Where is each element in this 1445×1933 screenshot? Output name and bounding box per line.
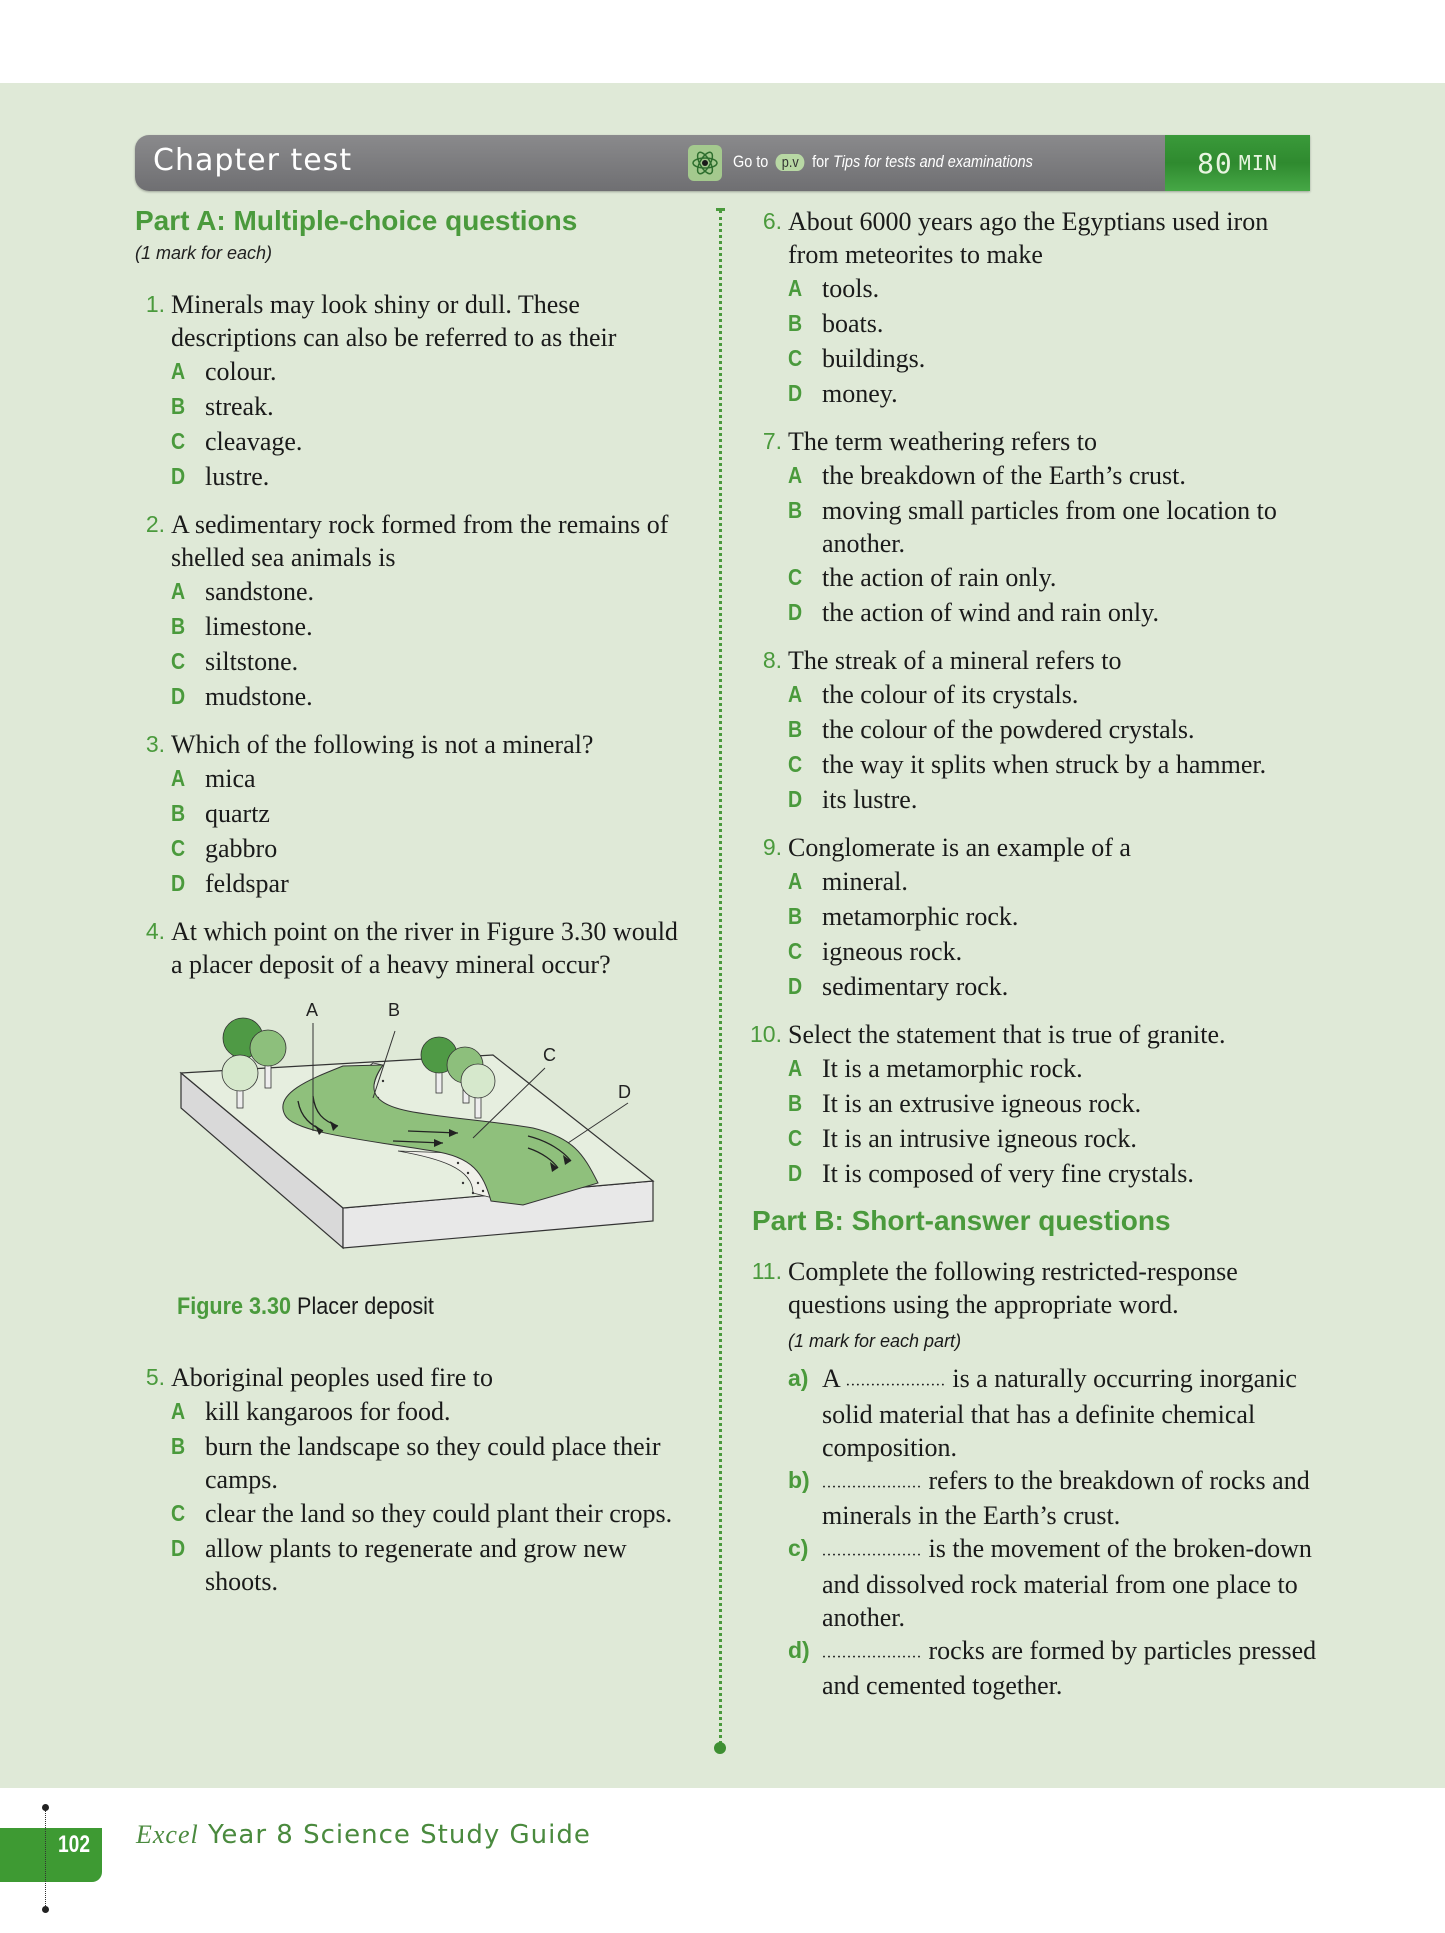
sub-question-a	[788, 1362, 1322, 1464]
option-b[interactable]	[788, 306, 1322, 341]
option-text: allow plants to regenerate and grow new shoots.	[205, 1534, 627, 1596]
right-column	[752, 205, 1322, 1716]
option-text: mineral.	[822, 867, 908, 896]
option-d[interactable]	[171, 866, 695, 901]
option-letter: B	[788, 497, 803, 523]
footer-dot	[42, 1906, 49, 1913]
question-number: 3.	[145, 731, 165, 757]
sub-question-text: refers to the breakdown of rocks and minerals in the Earth’s crust.	[822, 1465, 1310, 1531]
option-text: moving small particles from one location to another.	[822, 496, 1277, 558]
option-text: gabbro	[205, 834, 278, 863]
option-letter: D	[171, 1535, 186, 1561]
option-letter: A	[788, 868, 803, 894]
option-letter: C	[171, 428, 186, 454]
option-d[interactable]	[171, 1531, 695, 1598]
question-text: Conglomerate is an example of a	[788, 833, 1131, 862]
option-letter: C	[788, 345, 803, 371]
option-d[interactable]	[788, 1156, 1322, 1191]
option-letter: A	[171, 765, 186, 791]
option-letter: C	[788, 564, 803, 590]
option-letter: D	[171, 870, 186, 896]
option-letter: A	[171, 1398, 186, 1424]
option-c[interactable]	[788, 747, 1322, 782]
option-letter: B	[171, 1433, 186, 1459]
option-c[interactable]	[171, 424, 695, 459]
question-number: 8.	[762, 647, 782, 673]
option-text: limestone.	[205, 612, 313, 641]
option-text: the action of rain only.	[822, 563, 1057, 592]
option-text: It is an extrusive igneous rock.	[822, 1089, 1142, 1118]
timer-unit: MIN	[1238, 151, 1278, 175]
page-reference-badge[interactable]: p.v	[776, 154, 805, 171]
option-text: It is an intrusive igneous rock.	[822, 1124, 1137, 1153]
option-a[interactable]	[788, 458, 1322, 493]
option-b[interactable]	[171, 389, 695, 424]
option-letter: D	[788, 1160, 803, 1186]
figure-label-d: D	[618, 1082, 631, 1102]
question-text: About 6000 years ago the Egyptians used iron from meteorites to make	[788, 207, 1269, 269]
part-a-title: Part A: Multiple-choice questions	[135, 205, 578, 236]
option-letter: A	[788, 462, 803, 488]
question-number: 9.	[762, 834, 782, 860]
figure-caption-text: Placer deposit	[297, 1293, 434, 1320]
question-6	[752, 205, 1322, 411]
option-text: sandstone.	[205, 577, 315, 606]
answer-blank[interactable]: ....................	[822, 1644, 922, 1662]
option-text: the colour of its crystals.	[822, 680, 1079, 709]
option-b[interactable]	[788, 1086, 1322, 1121]
footer-dot	[42, 1804, 49, 1811]
option-text: the breakdown of the Earth’s crust.	[822, 461, 1186, 490]
option-c[interactable]	[788, 1121, 1322, 1156]
sub-question-letter: d)	[788, 1636, 810, 1663]
option-d[interactable]	[171, 679, 695, 714]
question-1	[135, 288, 695, 494]
option-d[interactable]	[788, 376, 1322, 411]
figure-label-c: C	[543, 1045, 556, 1065]
question-number: 1.	[145, 291, 165, 317]
part-a-marks: (1 mark for each)	[135, 243, 273, 263]
figure-caption	[177, 1293, 643, 1321]
option-text: quartz	[205, 799, 270, 828]
option-b[interactable]	[171, 609, 695, 644]
question-2	[135, 508, 695, 714]
option-text: the colour of the powdered crystals.	[822, 715, 1195, 744]
page-number: 102	[58, 1831, 91, 1858]
book-brand: Excel	[136, 1820, 199, 1849]
option-text: mica	[205, 764, 256, 793]
book-title	[136, 1820, 591, 1850]
option-c[interactable]	[171, 644, 695, 679]
option-c[interactable]	[788, 341, 1322, 376]
option-c[interactable]	[171, 1496, 695, 1531]
option-letter: A	[788, 1055, 803, 1081]
sub-question-d	[788, 1634, 1322, 1703]
question-number: 2.	[145, 511, 165, 537]
option-letter: C	[171, 1500, 186, 1526]
option-b[interactable]	[788, 899, 1322, 934]
sub-question-letter: a)	[788, 1365, 809, 1391]
question-text: At which point on the river in Figure 3.30 would a placer deposit of a heavy mineral occur?	[171, 917, 678, 979]
figure-label-a: A	[306, 1000, 319, 1020]
option-letter: D	[788, 973, 803, 999]
atom-icon	[688, 145, 722, 181]
option-letter: D	[788, 599, 803, 625]
question-4	[135, 915, 695, 981]
question-text: A sedimentary rock formed from the remains of shelled sea animals is	[171, 510, 669, 572]
option-d[interactable]	[788, 969, 1322, 1004]
sub-question-text: rocks are formed by particles pressed and cemented together.	[822, 1635, 1317, 1701]
question-text: Complete the following restricted-response questions using the appropriate word.	[788, 1257, 1238, 1319]
option-letter: B	[788, 716, 803, 742]
option-text: buildings.	[822, 344, 926, 373]
question-text: Select the statement that is true of granite.	[788, 1020, 1226, 1049]
option-a[interactable]	[788, 1051, 1322, 1086]
placer-deposit-figure	[173, 993, 673, 1293]
option-letter: A	[788, 681, 803, 707]
timer-value: 80	[1197, 146, 1233, 180]
header-title: Chapter test	[153, 143, 353, 178]
question-7	[752, 425, 1322, 630]
column-divider	[719, 210, 722, 1750]
option-text: It is composed of very fine crystals.	[822, 1159, 1194, 1188]
tip-for: for	[812, 152, 829, 171]
question-number: 11.	[751, 1258, 782, 1284]
book-title-text: Year 8 Science Study Guide	[208, 1820, 591, 1850]
question-8	[752, 644, 1322, 817]
option-letter: B	[788, 310, 803, 336]
option-c[interactable]	[788, 560, 1322, 595]
option-text: its lustre.	[822, 785, 918, 814]
option-text: money.	[822, 379, 898, 408]
option-a[interactable]	[171, 761, 695, 796]
option-text: metamorphic rock.	[822, 902, 1019, 931]
option-letter: B	[171, 393, 186, 419]
tip-prefix: Go to	[733, 152, 769, 171]
option-text: the way it splits when struck by a hammer.	[822, 750, 1267, 779]
option-text: the action of wind and rain only.	[822, 598, 1159, 627]
option-text: It is a metamorphic rock.	[822, 1054, 1083, 1083]
chapter-test-header	[135, 135, 1310, 191]
option-letter: D	[788, 786, 803, 812]
option-letter: C	[788, 938, 803, 964]
option-text: clear the land so they could plant their crops.	[205, 1499, 673, 1528]
option-text: tools.	[822, 274, 880, 303]
question-number: 6.	[762, 208, 782, 234]
sub-question-text: is the movement of the broken-down and dissolved rock material from one place to another.	[822, 1534, 1312, 1632]
question-3	[135, 728, 695, 901]
answer-blank[interactable]: ....................	[845, 1372, 946, 1390]
part-b-title: Part B: Short-answer questions	[752, 1205, 1171, 1236]
option-text: igneous rock.	[822, 937, 963, 966]
question-text: Minerals may look shiny or dull. These descriptions can also be referred to as their	[171, 290, 617, 352]
sub-question-letter: b)	[788, 1466, 810, 1493]
option-letter: C	[788, 751, 803, 777]
option-text: mudstone.	[205, 682, 313, 711]
sub-question-text: is a naturally occurring inorganic solid material that has a definite chemical composition.	[822, 1364, 1297, 1462]
figure-label-b: B	[388, 1000, 401, 1020]
question-11-marks: (1 mark for each part)	[788, 1331, 962, 1351]
option-d[interactable]	[788, 782, 1322, 817]
option-text: feldspar	[205, 869, 289, 898]
option-text: kill kangaroos for food.	[205, 1397, 451, 1426]
option-letter: A	[171, 358, 186, 384]
option-a[interactable]	[171, 1394, 695, 1429]
option-a[interactable]	[788, 271, 1322, 306]
question-5	[135, 1361, 695, 1598]
option-text: colour.	[205, 357, 277, 386]
question-number: 7.	[762, 428, 782, 454]
answer-blank[interactable]: ....................	[822, 1474, 922, 1492]
question-number: 4.	[145, 918, 165, 944]
left-column	[135, 205, 695, 1612]
time-allowance-badge	[1165, 135, 1310, 191]
question-number: 5.	[145, 1364, 165, 1390]
option-text: cleavage.	[205, 427, 303, 456]
tips-link-text: Tips for tests and examinations	[833, 152, 1033, 171]
option-letter: C	[171, 835, 186, 861]
question-11	[742, 1255, 1322, 1702]
option-b[interactable]	[788, 493, 1322, 560]
question-text: Which of the following is not a mineral?	[171, 730, 594, 759]
option-letter: C	[788, 1125, 803, 1151]
sub-question-prefix: A	[822, 1364, 840, 1393]
option-text: siltstone.	[205, 647, 299, 676]
column-divider-end-dot	[714, 1742, 726, 1754]
option-d[interactable]	[788, 595, 1322, 630]
option-letter: D	[171, 463, 186, 489]
option-letter: B	[171, 613, 186, 639]
option-a[interactable]	[171, 354, 695, 389]
option-letter: D	[788, 380, 803, 406]
footer-dotted-line	[45, 1806, 46, 1906]
option-c[interactable]	[171, 831, 695, 866]
option-letter: D	[171, 683, 186, 709]
option-letter: B	[788, 1090, 803, 1116]
sub-question-c	[788, 1532, 1322, 1634]
answer-blank[interactable]: ....................	[822, 1542, 922, 1560]
option-a[interactable]	[788, 864, 1322, 899]
option-text: lustre.	[205, 462, 270, 491]
figure-label: Figure 3.30	[177, 1293, 292, 1320]
option-b[interactable]	[788, 712, 1322, 747]
option-letter: B	[788, 903, 803, 929]
option-letter: B	[171, 800, 186, 826]
question-text: The streak of a mineral refers to	[788, 646, 1122, 675]
sub-question-b	[788, 1464, 1322, 1533]
option-text: streak.	[205, 392, 274, 421]
option-a[interactable]	[788, 677, 1322, 712]
option-a[interactable]	[171, 574, 695, 609]
tips-reference[interactable]	[733, 152, 1033, 172]
option-d[interactable]	[171, 459, 695, 494]
option-letter: A	[171, 578, 186, 604]
option-letter: A	[788, 275, 803, 301]
option-text: burn the landscape so they could place their camps.	[205, 1432, 661, 1494]
question-10	[742, 1018, 1322, 1191]
option-letter: C	[171, 648, 186, 674]
question-text: Aboriginal peoples used fire to	[171, 1363, 494, 1392]
option-b[interactable]	[171, 1429, 695, 1496]
option-text: sedimentary rock.	[822, 972, 1009, 1001]
option-b[interactable]	[171, 796, 695, 831]
question-9	[752, 831, 1322, 1004]
option-text: boats.	[822, 309, 884, 338]
question-text: The term weathering refers to	[788, 427, 1097, 456]
question-number: 10.	[750, 1021, 782, 1047]
option-c[interactable]	[788, 934, 1322, 969]
sub-question-letter: c)	[788, 1535, 809, 1562]
